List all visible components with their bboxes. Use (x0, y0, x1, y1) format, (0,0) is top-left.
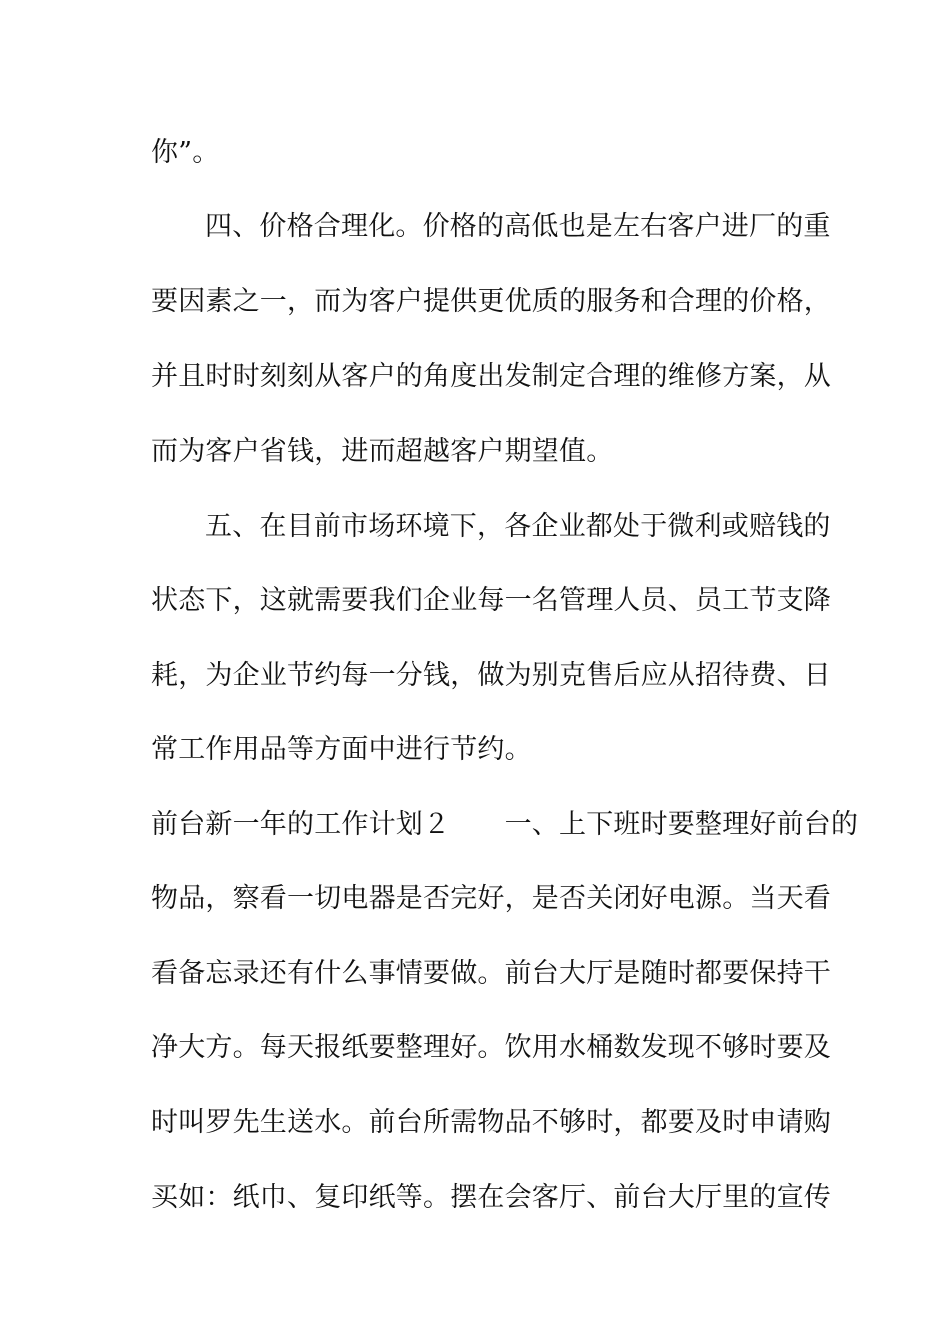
text-line: 状态下，这就需要我们企业每一名管理人员、员工节支降 (151, 585, 831, 616)
section-heading-line: 前台新一年的工作计划２ 一、上下班时要整理好前台的 (151, 809, 859, 840)
text-line: 要因素之一，而为客户提供更优质的服务和合理的价格， (151, 286, 831, 317)
text-line: 而为客户省钱，进而超越客户期望值。 (151, 436, 614, 467)
text-line: 物品，察看一切电器是否完好，是否关闭好电源。当天看 (151, 883, 831, 914)
text-line: 时叫罗先生送水。前台所需物品不够时，都要及时申请购 (151, 1107, 831, 1138)
paragraph-5-line-1: 五、在目前市场环境下，各企业都处于微利或赔钱的 (205, 511, 831, 542)
text-line: 你”。 (151, 137, 220, 168)
text-line: 看备忘录还有什么事情要做。前台大厅是随时都要保持干 (151, 958, 831, 989)
text-line: 买如：纸巾、复印纸等。摆在会客厅、前台大厅里的宣传 (151, 1182, 831, 1213)
text-line: 耗，为企业节约每一分钱，做为别克售后应从招待费、日 (151, 660, 831, 691)
paragraph-4-line-1: 四、价格合理化。价格的高低也是左右客户进厂的重 (205, 211, 831, 242)
text-line: 并且时时刻刻从客户的角度出发制定合理的维修方案，从 (151, 361, 831, 392)
text-line: 净大方。每天报纸要整理好。饮用水桶数发现不够时要及 (151, 1032, 831, 1063)
text-line: 常工作用品等方面中进行节约。 (151, 734, 532, 765)
